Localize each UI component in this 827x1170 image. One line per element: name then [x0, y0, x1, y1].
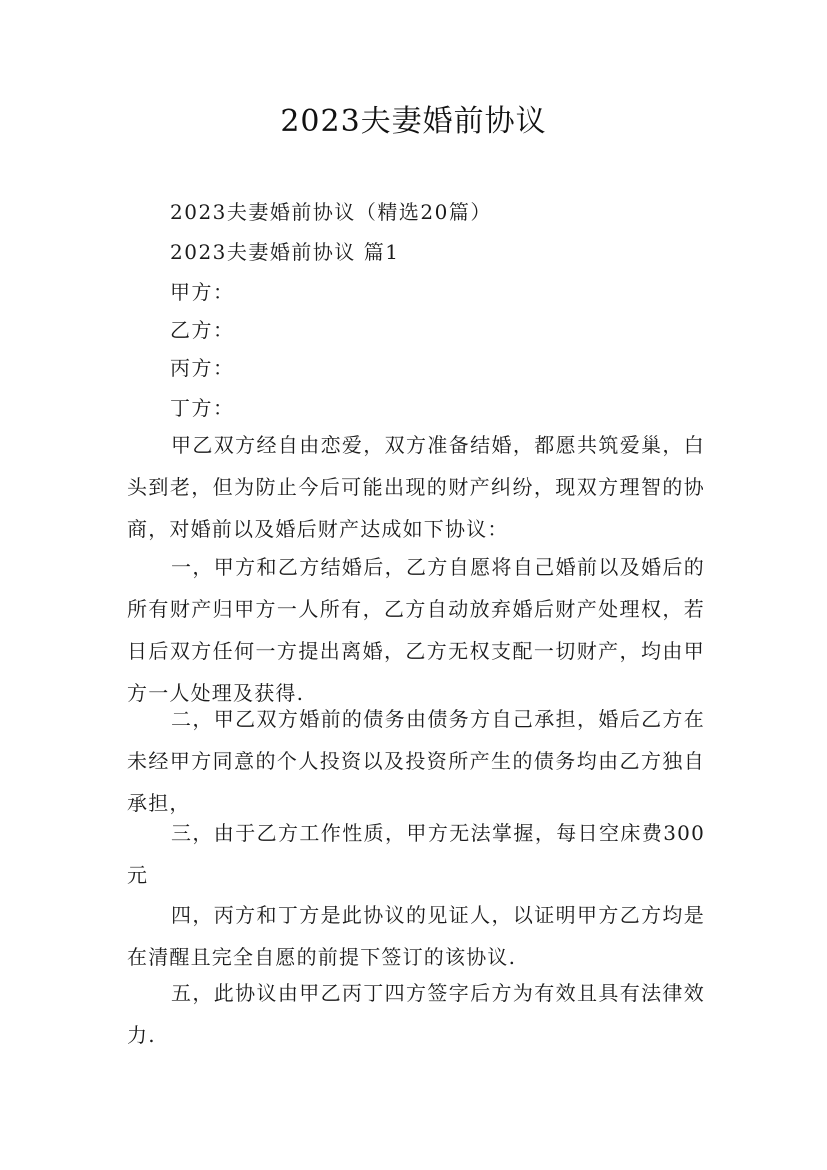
document-title: 2023夫妻婚前协议 — [280, 104, 547, 139]
party-c-label: 丙方： — [170, 356, 235, 380]
party-a-label: 甲方： — [170, 280, 235, 304]
paragraph-clause-3: 三，由于乙方工作性质，甲方无法掌握，每日空床费300元 — [127, 821, 705, 887]
paragraph-intro: 甲乙双方经自由恋爱，双方准备结婚，都愿共筑爱巢，白头到老，但为防止今后可能出现的财产纠纷，现双方理智的协商，对婚前以及婚后财产达成如下协议： — [127, 433, 705, 541]
paragraph-clause-5: 五，此协议由甲乙丙丁四方签字后方为有效且具有法律效力. — [127, 981, 705, 1047]
paragraph-clause-2: 二，甲乙双方婚前的债务由债务方自己承担，婚后乙方在未经甲方同意的个人投资以及投资所产生的债务均由乙方独自承担， — [127, 707, 705, 815]
section-heading: 2023夫妻婚前协议 篇1 — [170, 240, 400, 264]
party-b-label: 乙方： — [170, 318, 235, 342]
paragraph-clause-1: 一，甲方和乙方结婚后，乙方自愿将自己婚前以及婚后的所有财产归甲方一人所有，乙方自动放弃婚后财产处理权，若日后双方任何一方提出离婚，乙方无权支配一切财产，均由甲方一人处理及获得. — [127, 555, 705, 705]
document-subtitle: 2023夫妻婚前协议（精选20篇） — [170, 200, 492, 224]
party-d-label: 丁方： — [170, 396, 235, 420]
paragraph-clause-4: 四，丙方和丁方是此协议的见证人，以证明甲方乙方均是在清醒且完全自愿的前提下签订的该协议. — [127, 903, 705, 969]
